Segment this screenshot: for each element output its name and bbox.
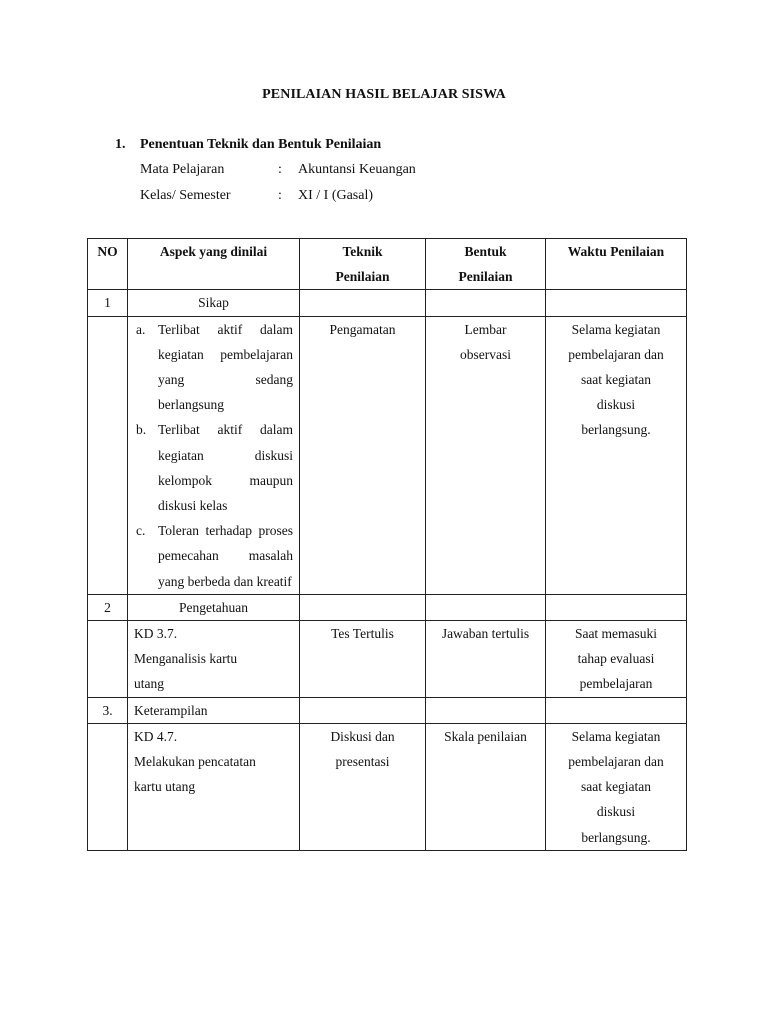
document-title: PENILAIAN HASIL BELAJAR SISWA (262, 87, 506, 102)
bentuk-cell: Skala penilaian (426, 723, 546, 850)
category-label: Pengetahuan (128, 594, 300, 620)
bentuk-cell: Lembar observasi (426, 316, 546, 594)
table-row-keterampilan-detail (88, 723, 687, 850)
waktu-cell: Selama kegiatan pembelajaran dan saat kegiatan diskusi berlangsung. (546, 316, 687, 594)
table-row-keterampilan-label (88, 697, 687, 723)
info-separator: : (278, 188, 282, 203)
header-teknik: Teknik Penilaian (300, 239, 426, 290)
teknik-cell: Diskusi dan presentasi (300, 723, 426, 850)
category-label: Keterampilan (128, 697, 300, 723)
info-separator: : (278, 162, 282, 177)
table-row-pengetahuan-detail (88, 621, 687, 698)
table-header-row (88, 239, 687, 290)
info-row-kelas-semester (140, 188, 373, 204)
row-number: 2 (88, 594, 128, 620)
kd-cell: KD 4.7. Melakukan pencatatan kartu utang (128, 723, 300, 850)
header-waktu: Waktu Penilaian (546, 239, 687, 290)
row-number: 1 (88, 290, 128, 316)
section-heading (115, 137, 381, 153)
teknik-cell: Pengamatan (300, 316, 426, 594)
kd-cell: KD 3.7. Menganalisis kartu utang (128, 621, 300, 698)
info-value: Akuntansi Keuangan (298, 162, 416, 177)
info-label: Kelas/ Semester (140, 188, 231, 203)
section-number: 1. (115, 137, 126, 152)
teknik-cell: Tes Tertulis (300, 621, 426, 698)
sikap-list (134, 317, 293, 594)
waktu-cell: Selama kegiatan pembelajaran dan saat kegiatan diskusi berlangsung. (546, 723, 687, 850)
table-row-sikap-label (88, 290, 687, 316)
section-heading-text: Penentuan Teknik dan Bentuk Penilaian (140, 137, 382, 152)
sikap-items (128, 316, 300, 594)
bentuk-cell: Jawaban tertulis (426, 621, 546, 698)
header-no: NO (88, 239, 128, 290)
list-item: c. Toleran terhadap proses pemecahan masalah yang berbeda dan kreatif (136, 523, 293, 589)
table-row-pengetahuan-label (88, 594, 687, 620)
list-item: b. Terlibat aktif dalam kegiatan diskusi kelompok maupun diskusi kelas (136, 422, 293, 514)
info-value: XI / I (Gasal) (298, 188, 374, 203)
waktu-cell: Saat memasuki tahap evaluasi pembelajaran (546, 621, 687, 698)
header-aspek: Aspek yang dinilai (128, 239, 300, 290)
table-row-sikap-detail (88, 316, 687, 594)
list-item: a. Terlibat aktif dalam kegiatan pembelajaran yang sedang berlangsung (136, 321, 293, 413)
row-number: 3. (88, 697, 128, 723)
header-bentuk: Bentuk Penilaian (426, 239, 546, 290)
category-label: Sikap (128, 290, 300, 316)
info-row-mata-pelajaran (140, 162, 416, 178)
assessment-table (87, 238, 687, 851)
info-label: Mata Pelajaran (140, 162, 225, 177)
